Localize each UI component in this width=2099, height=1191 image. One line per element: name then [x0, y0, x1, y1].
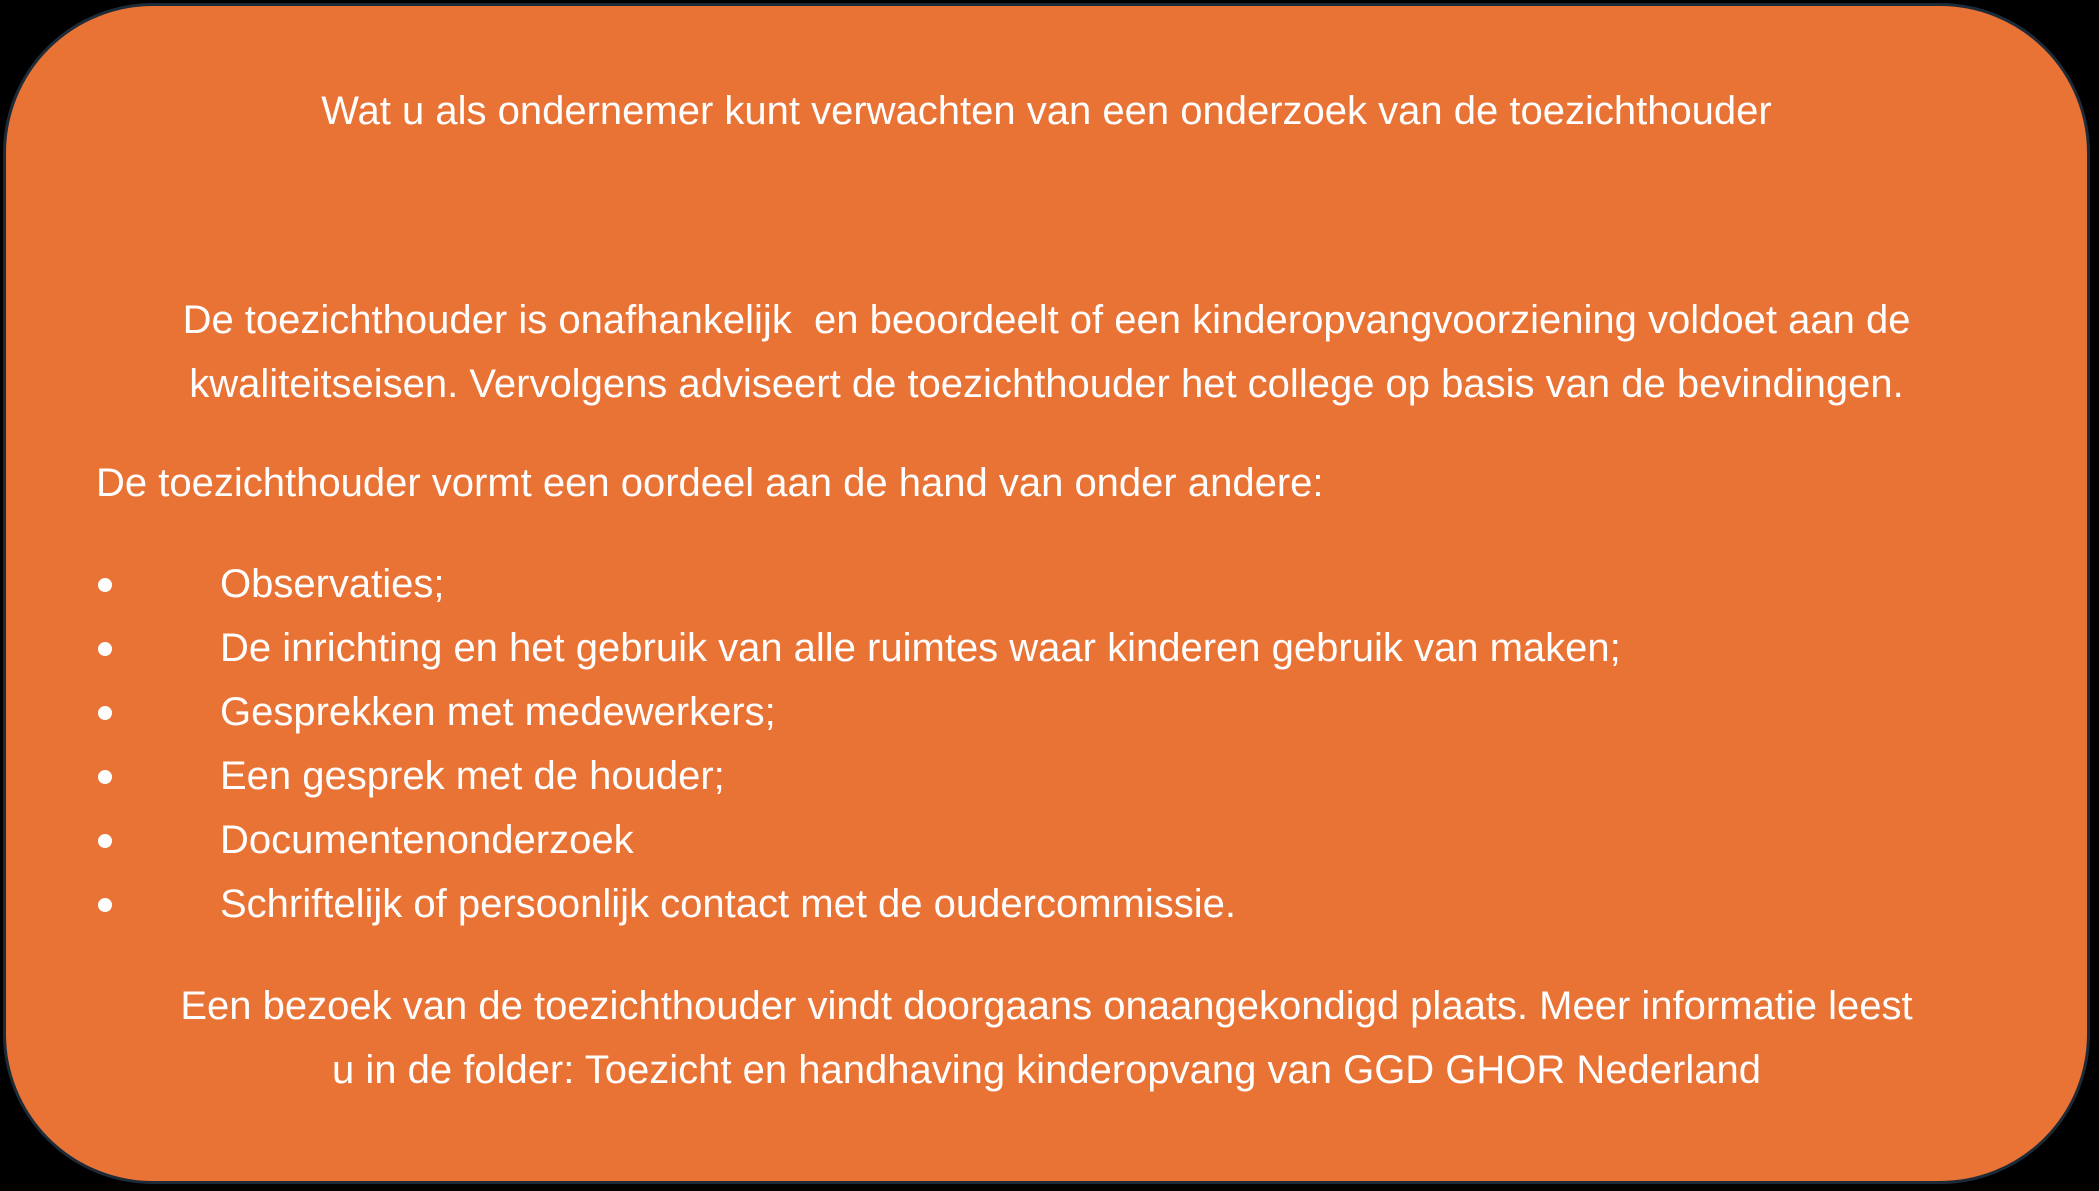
intro-line-2: kwaliteitseisen. Vervolgens adviseert de toezichthouder het college op basis van de bevindingen. [189, 362, 1904, 406]
lead-text: De toezichthouder vormt een oordeel aan de hand van onder andere: [96, 461, 1324, 505]
list-item-text: Schriftelijk of persoonlijk contact met de oudercommissie. [220, 882, 1236, 926]
bullet-icon [98, 834, 112, 848]
closing-line-1: Een bezoek van de toezichthouder vindt doorgaans onaangekondigd plaats. Meer informatie leest [180, 984, 1913, 1028]
list-item-text: Gesprekken met medewerkers; [220, 690, 776, 734]
bullet-icon [98, 770, 112, 784]
list-item-text: De inrichting en het gebruik van alle ruimtes waar kinderen gebruik van maken; [220, 626, 1621, 670]
list-item-text: Observaties; [220, 562, 445, 606]
info-card [3, 3, 2090, 1184]
intro-line-1: De toezichthouder is onafhankelijk en beoordeelt of een kinderopvangvoorziening voldoet aan de [182, 298, 1911, 342]
bullet-icon [98, 578, 112, 592]
list-item-text: Een gesprek met de houder; [220, 754, 725, 798]
list-item-text: Documentenonderzoek [220, 818, 634, 862]
bullet-icon [98, 706, 112, 720]
bullet-icon [98, 642, 112, 656]
bullet-icon [98, 898, 112, 912]
card-title: Wat u als ondernemer kunt verwachten van een onderzoek van de toezichthouder [321, 89, 1772, 133]
closing-paragraph [66, 974, 2027, 1102]
intro-paragraph [66, 288, 2027, 416]
closing-line-2: u in de folder: Toezicht en handhaving kinderopvang van GGD GHOR Nederland [331, 1048, 1761, 1092]
